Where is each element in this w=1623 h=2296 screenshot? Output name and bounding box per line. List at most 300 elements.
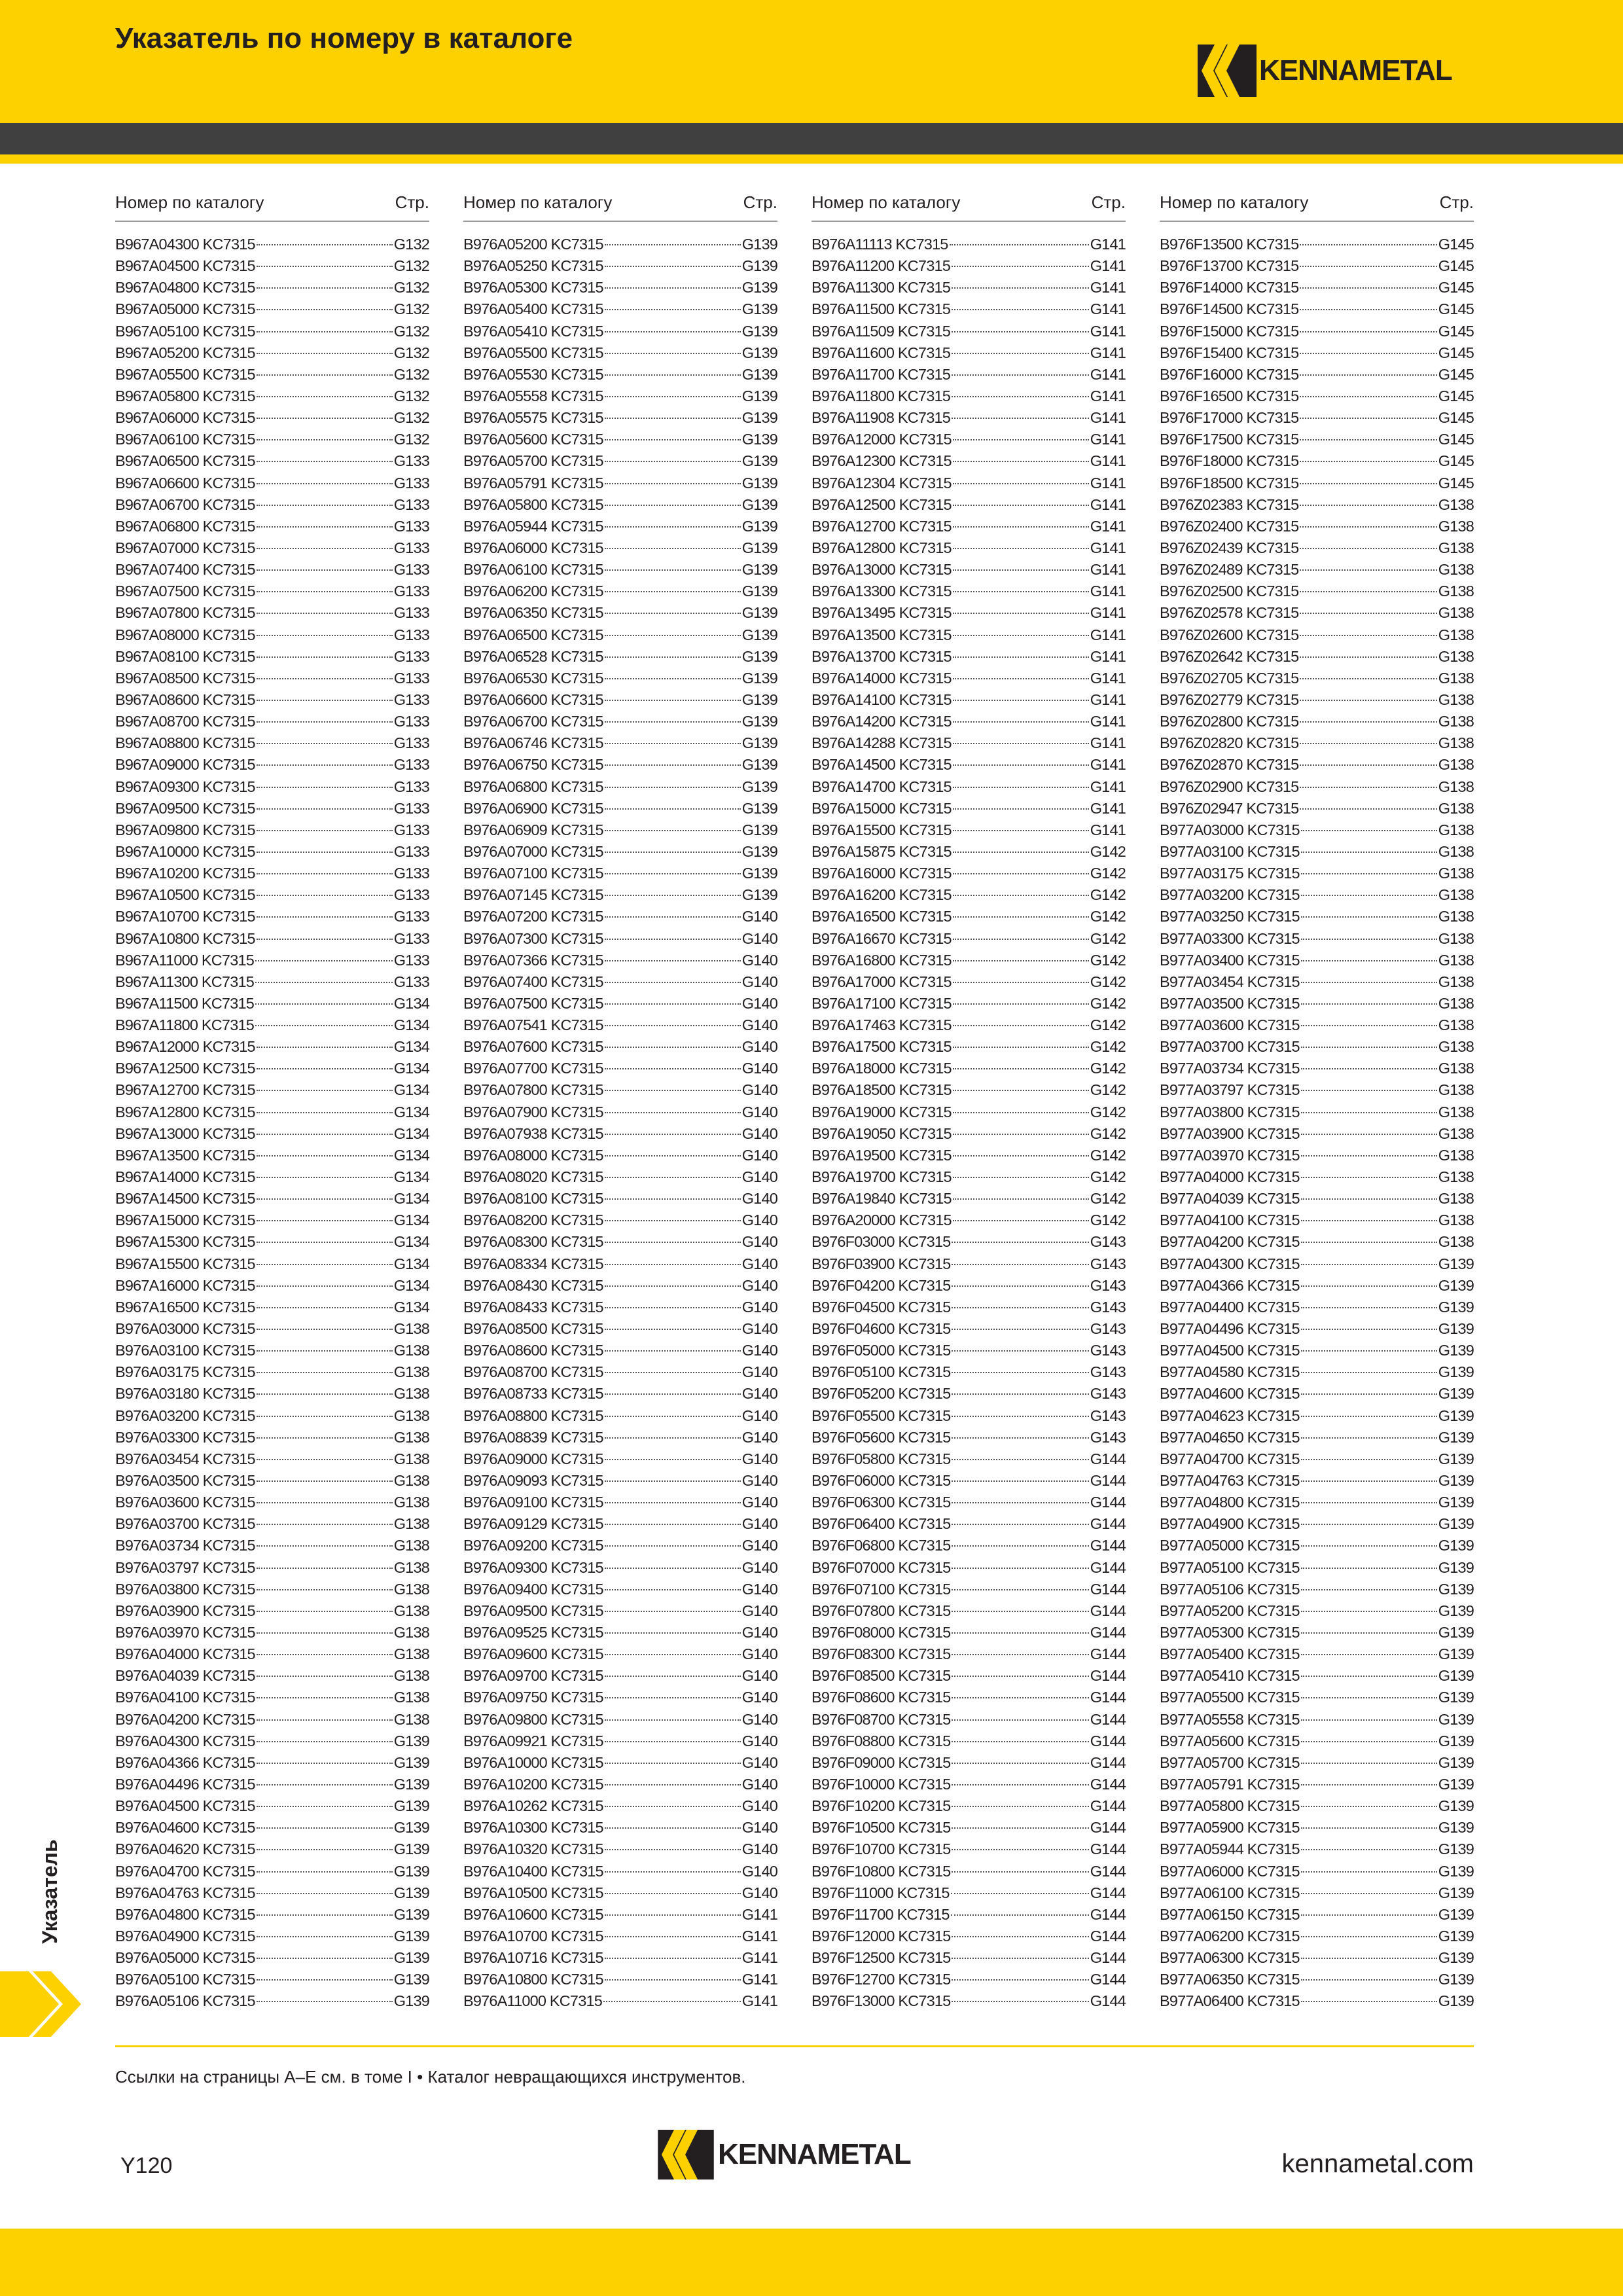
page-reference: G140	[741, 1255, 777, 1272]
page-reference: G141	[1090, 387, 1126, 404]
index-entry	[115, 407, 429, 429]
page-reference: G134	[393, 1190, 429, 1208]
index-entry	[1160, 1990, 1474, 2012]
page-reference: G139	[1438, 1992, 1474, 2010]
index-entry	[812, 277, 1126, 298]
page-reference: G133	[393, 756, 429, 774]
dot-leader	[952, 1307, 1088, 1308]
footer-brand-wordmark: KENNAMETAL	[718, 2138, 911, 2170]
index-entry	[115, 798, 429, 819]
page-reference: G138	[1438, 604, 1474, 622]
catalog-number: B976A06350 KC7315	[463, 604, 603, 622]
catalog-number: B976A05700 KC7315	[463, 452, 603, 470]
catalog-number: B967A16500 KC7315	[115, 1298, 255, 1316]
dot-leader	[953, 895, 1089, 896]
catalog-number: B976A11113 KC7315	[812, 236, 948, 253]
index-entry	[463, 342, 777, 364]
page-reference: G138	[1438, 517, 1474, 535]
catalog-number: B976F05100 KC7315	[812, 1363, 951, 1381]
index-entry	[463, 516, 777, 537]
index-entry	[463, 1839, 777, 1860]
page-reference: G140	[741, 1558, 777, 1576]
catalog-number: B976F08600 KC7315	[812, 1689, 951, 1706]
index-entry	[463, 1817, 777, 1839]
page-reference: G141	[1090, 474, 1126, 492]
page-reference: G138	[393, 1407, 429, 1424]
index-entry	[1160, 711, 1474, 732]
index-entry	[115, 732, 429, 754]
page-reference: G141	[1090, 452, 1126, 470]
catalog-number: B976A16500 KC7315	[812, 908, 952, 925]
catalog-number: B976A13495 KC7315	[812, 604, 952, 622]
page-reference: G138	[1438, 973, 1474, 990]
index-entry	[115, 581, 429, 602]
dot-leader	[605, 1242, 741, 1243]
page-reference: G139	[1438, 1558, 1474, 1576]
index-entry	[115, 1275, 429, 1297]
catalog-number: B976A12500 KC7315	[812, 495, 952, 513]
page-reference: G141	[1090, 756, 1126, 774]
index-entry	[1160, 1188, 1474, 1210]
page-reference: G138	[1438, 1233, 1474, 1251]
index-entry	[115, 1231, 429, 1253]
catalog-number: B976A10700 KC7315	[463, 1927, 603, 1945]
catalog-number: B976A03700 KC7315	[115, 1515, 255, 1533]
index-entry	[1160, 841, 1474, 863]
page-reference: G139	[741, 886, 777, 904]
page-reference: G139	[1438, 1667, 1474, 1685]
dot-leader	[605, 1893, 741, 1894]
index-entry	[1160, 516, 1474, 537]
dot-leader	[952, 1958, 1088, 1959]
catalog-number: B976A04500 KC7315	[115, 1797, 255, 1815]
index-entry	[463, 1882, 777, 1904]
page-reference: G138	[393, 1363, 429, 1381]
page-reference: G139	[741, 452, 777, 470]
index-entry	[115, 1861, 429, 1882]
dot-leader	[605, 266, 741, 267]
page-reference: G139	[1438, 1276, 1474, 1294]
dot-leader	[605, 1155, 741, 1157]
page-reference: G133	[393, 908, 429, 925]
page-reference: G140	[741, 1667, 777, 1685]
dot-leader	[257, 1047, 393, 1048]
catalog-number: B976A05800 KC7315	[463, 495, 603, 513]
page-reference: G138	[393, 1515, 429, 1533]
index-entry	[1160, 407, 1474, 429]
index-entry	[1160, 1774, 1474, 1795]
page-reference: G145	[1438, 409, 1474, 427]
catalog-number: B977A03970 KC7315	[1160, 1146, 1300, 1164]
page-reference: G145	[1438, 452, 1474, 470]
page-reference: G139	[1438, 1753, 1474, 1771]
dot-leader	[952, 309, 1089, 310]
catalog-number: B967A13000 KC7315	[115, 1124, 255, 1142]
page-reference: G140	[741, 1580, 777, 1598]
catalog-number: B976A08433 KC7315	[463, 1298, 603, 1316]
dot-leader	[953, 1090, 1089, 1091]
catalog-number: B976F05000 KC7315	[812, 1342, 951, 1359]
catalog-number: B976F10700 KC7315	[812, 1840, 951, 1858]
catalog-number: B977A05700 KC7315	[1160, 1753, 1300, 1771]
catalog-number: B967A10000 KC7315	[115, 842, 255, 860]
index-entry	[463, 1579, 777, 1600]
dot-leader	[1301, 1654, 1437, 1655]
dot-leader	[952, 418, 1089, 419]
index-entry	[463, 1665, 777, 1687]
index-entry	[463, 1448, 777, 1470]
page-reference: G133	[393, 517, 429, 535]
index-entry	[115, 602, 429, 624]
catalog-number: B967A08000 KC7315	[115, 626, 255, 643]
catalog-number: B976A12700 KC7315	[812, 517, 952, 535]
index-entry	[463, 1947, 777, 1969]
catalog-number: B976F04600 KC7315	[812, 1320, 951, 1338]
dot-leader	[1301, 1242, 1437, 1243]
page-reference: G142	[1090, 865, 1126, 882]
catalog-number: B976A06750 KC7315	[463, 756, 603, 774]
index-entry	[463, 624, 777, 646]
catalog-number: B976A07100 KC7315	[463, 865, 603, 882]
dot-leader	[1301, 1806, 1437, 1807]
index-entry	[115, 1969, 429, 1990]
dot-leader	[605, 591, 741, 592]
catalog-number: B977A06350 KC7315	[1160, 1971, 1300, 1988]
catalog-number: B976A12800 KC7315	[812, 539, 952, 556]
page-reference: G139	[741, 756, 777, 774]
catalog-number: B976F16500 KC7315	[1160, 387, 1299, 404]
page-reference: G140	[741, 1450, 777, 1467]
index-entry	[463, 581, 777, 602]
dot-leader	[1301, 1090, 1437, 1091]
catalog-number: B967A13500 KC7315	[115, 1146, 255, 1164]
page-reference: G134	[393, 1168, 429, 1186]
catalog-number: B967A11500 KC7315	[115, 994, 255, 1012]
index-entry	[812, 1318, 1126, 1340]
index-entry	[812, 928, 1126, 950]
page-reference: G142	[1090, 973, 1126, 990]
index-entry	[463, 1210, 777, 1231]
index-entry	[463, 841, 777, 863]
index-entry	[1160, 1470, 1474, 1492]
dot-leader	[1300, 244, 1436, 245]
index-entry	[115, 1579, 429, 1600]
catalog-number: B977A04650 KC7315	[1160, 1428, 1300, 1446]
page-reference: G134	[393, 1276, 429, 1294]
dot-leader	[1300, 526, 1436, 528]
page-reference: G139	[1438, 1949, 1474, 1967]
catalog-number: B976A07366 KC7315	[463, 951, 603, 969]
page-reference: G142	[1090, 842, 1126, 860]
index-entry	[463, 1709, 777, 1731]
catalog-number: B976Z02779 KC7315	[1160, 691, 1299, 708]
page-reference: G138	[393, 1558, 429, 1576]
page-reference: G140	[741, 1016, 777, 1034]
dot-leader	[257, 1220, 393, 1221]
page-reference: G134	[393, 1255, 429, 1272]
dot-leader	[257, 1177, 393, 1178]
page-reference: G138	[393, 1494, 429, 1511]
page-reference: G143	[1090, 1298, 1126, 1316]
page-reference: G139	[1438, 1255, 1474, 1272]
page-reference: G141	[1090, 583, 1126, 600]
page-reference: G144	[1090, 1905, 1126, 1923]
page-reference: G145	[1438, 279, 1474, 296]
index-entry	[115, 516, 429, 537]
page-reference: G138	[1438, 778, 1474, 795]
header-catalog-number: Номер по каталогу	[115, 192, 264, 212]
catalog-number: B977A06000 KC7315	[1160, 1862, 1300, 1880]
catalog-number: B976A05000 KC7315	[115, 1949, 255, 1967]
catalog-number: B976F06300 KC7315	[812, 1494, 951, 1511]
catalog-number: B967A15000 KC7315	[115, 1211, 255, 1229]
index-entry	[463, 1145, 777, 1166]
page-reference: G139	[741, 236, 777, 253]
dot-leader	[605, 1719, 741, 1721]
page-reference: G138	[1438, 1211, 1474, 1229]
index-entry	[1160, 1926, 1474, 1947]
page-reference: G138	[1438, 1168, 1474, 1186]
catalog-number: B976A04300 KC7315	[115, 1732, 255, 1749]
page-reference: G139	[1438, 1537, 1474, 1554]
index-entry	[463, 1405, 777, 1427]
page-reference: G142	[1090, 951, 1126, 969]
index-entry	[463, 1513, 777, 1535]
catalog-number: B976A09600 KC7315	[463, 1645, 603, 1663]
index-entry	[812, 971, 1126, 993]
page-reference: G142	[1090, 994, 1126, 1012]
page-reference: G141	[1090, 539, 1126, 556]
website-link[interactable]: kennametal.com	[1281, 2149, 1474, 2178]
catalog-number: B976A05558 KC7315	[463, 387, 603, 404]
brand-wordmark: KENNAMETAL	[1259, 54, 1452, 86]
dot-leader	[605, 505, 741, 506]
catalog-number: B976A09129 KC7315	[463, 1515, 603, 1533]
index-entry	[463, 1535, 777, 1556]
page-reference: G144	[1090, 1971, 1126, 1988]
index-entry	[1160, 798, 1474, 819]
index-entry	[115, 668, 429, 689]
kennametal-k-icon	[656, 2130, 715, 2179]
catalog-number: B977A03400 KC7315	[1160, 951, 1300, 969]
catalog-number: B967A09500 KC7315	[115, 799, 255, 817]
catalog-number: B976F08000 KC7315	[812, 1624, 951, 1641]
dot-leader	[605, 287, 741, 289]
dot-leader	[952, 1589, 1088, 1590]
page-reference: G139	[1438, 1515, 1474, 1533]
index-entry	[812, 1839, 1126, 1860]
page-reference: G139	[1438, 1320, 1474, 1338]
page-reference: G139	[1438, 1775, 1474, 1793]
dot-leader	[605, 1350, 741, 1352]
dot-leader	[1300, 787, 1436, 788]
dot-leader	[605, 1003, 741, 1005]
catalog-number: B976A05410 KC7315	[463, 322, 603, 340]
dot-leader	[1300, 439, 1436, 440]
page-reference: G140	[741, 1645, 777, 1663]
dot-leader	[952, 1741, 1088, 1742]
dot-leader	[953, 591, 1089, 592]
dot-leader	[1301, 960, 1437, 961]
dot-leader	[1301, 1437, 1437, 1439]
catalog-number: B976F05800 KC7315	[812, 1450, 951, 1467]
dot-leader	[605, 1568, 741, 1569]
index-entry	[812, 450, 1126, 472]
catalog-number: B977A03200 KC7315	[1160, 886, 1300, 904]
page-reference: G140	[741, 1211, 777, 1229]
dot-leader	[605, 678, 741, 679]
index-entry	[812, 386, 1126, 407]
page-reference: G138	[393, 1580, 429, 1598]
catalog-number: B976A08334 KC7315	[463, 1255, 603, 1272]
catalog-number: B976Z02400 KC7315	[1160, 517, 1299, 535]
page-reference: G140	[741, 1819, 777, 1837]
page-reference: G141	[1090, 821, 1126, 838]
page-reference: G134	[393, 1060, 429, 1077]
page-reference: G139	[741, 626, 777, 643]
dot-leader	[257, 1416, 393, 1417]
dot-leader	[257, 700, 393, 701]
dot-leader	[952, 266, 1089, 267]
dot-leader	[257, 939, 393, 940]
index-entry	[115, 624, 429, 646]
page-reference: G139	[1438, 1407, 1474, 1424]
index-entry	[1160, 450, 1474, 472]
page-reference: G133	[393, 799, 429, 817]
dot-leader	[605, 1979, 741, 1981]
catalog-number: B976A08800 KC7315	[463, 1407, 603, 1424]
index-entry	[463, 1795, 777, 1817]
index-entry	[812, 1188, 1126, 1210]
index-entry	[115, 819, 429, 841]
index-entry	[812, 1904, 1126, 1926]
index-entry	[115, 1318, 429, 1340]
catalog-number: B977A03800 KC7315	[1160, 1103, 1300, 1121]
index-entry	[1160, 473, 1474, 494]
index-entry	[115, 1513, 429, 1535]
dot-leader	[1301, 830, 1437, 831]
dot-leader	[257, 505, 393, 506]
dot-leader	[605, 764, 741, 766]
catalog-number: B976A19840 KC7315	[812, 1190, 952, 1208]
page-reference: G144	[1090, 1927, 1126, 1945]
page-reference: G140	[741, 1233, 777, 1251]
index-entry	[115, 1752, 429, 1774]
page-reference: G141	[1090, 517, 1126, 535]
dot-leader	[603, 2001, 741, 2002]
index-entry	[463, 1383, 777, 1405]
index-entry	[115, 1405, 429, 1427]
index-entry	[115, 1535, 429, 1556]
header-catalog-number: Номер по каталогу	[463, 192, 613, 212]
page-reference: G139	[1438, 1363, 1474, 1381]
index-entry	[812, 602, 1126, 624]
page-reference: G144	[1090, 1775, 1126, 1793]
dot-leader	[1300, 483, 1436, 484]
page-reference: G139	[393, 1753, 429, 1771]
catalog-number: B976A03300 KC7315	[115, 1428, 255, 1446]
page-reference: G140	[741, 929, 777, 947]
catalog-number: B976A19050 KC7315	[812, 1124, 952, 1142]
page-reference: G138	[1438, 583, 1474, 600]
page-reference: G139	[741, 495, 777, 513]
catalog-number: B976A09000 KC7315	[463, 1450, 603, 1467]
page-reference: G143	[1090, 1255, 1126, 1272]
page-reference: G133	[393, 691, 429, 708]
page-reference: G134	[393, 1038, 429, 1056]
catalog-number: B967A11000 KC7315	[115, 951, 255, 969]
index-entry	[812, 1210, 1126, 1231]
catalog-number: B976A04620 KC7315	[115, 1840, 255, 1858]
index-entry	[463, 819, 777, 841]
catalog-number: B976F03000 KC7315	[812, 1233, 951, 1251]
page-reference: G141	[1090, 647, 1126, 665]
index-entry	[463, 321, 777, 342]
index-entry	[1160, 581, 1474, 602]
dot-leader	[605, 1784, 741, 1785]
index-entry	[463, 1926, 777, 1947]
catalog-number: B976A07145 KC7315	[463, 886, 603, 904]
index-entry	[1160, 689, 1474, 711]
catalog-number: B977A04366 KC7315	[1160, 1276, 1300, 1294]
catalog-number: B976A11908 KC7315	[812, 409, 951, 427]
catalog-number: B976F11000 KC7315	[812, 1884, 950, 1901]
index-entry	[463, 1492, 777, 1513]
page-reference: G139	[1438, 1797, 1474, 1815]
page-reference: G145	[1438, 344, 1474, 361]
page-reference: G138	[393, 1624, 429, 1641]
catalog-number: B976A10600 KC7315	[463, 1905, 603, 1923]
page-reference: G138	[1438, 951, 1474, 969]
catalog-number: B976A03180 KC7315	[115, 1385, 255, 1403]
catalog-number: B967A06000 KC7315	[115, 409, 255, 427]
index-entry	[115, 646, 429, 668]
page-reference: G138	[1438, 799, 1474, 817]
page-reference: G138	[393, 1472, 429, 1490]
page-reference: G141	[1090, 279, 1126, 296]
dot-leader	[257, 1719, 393, 1721]
page-reference: G142	[1090, 929, 1126, 947]
page-reference: G139	[741, 865, 777, 882]
page-reference: G139	[741, 669, 777, 687]
index-entry	[1160, 1123, 1474, 1145]
catalog-number: B976A06746 KC7315	[463, 734, 603, 752]
dot-leader	[605, 1741, 741, 1742]
dot-leader	[605, 787, 741, 788]
dot-leader	[1300, 353, 1436, 354]
dot-leader	[1301, 1459, 1437, 1460]
index-entry	[463, 277, 777, 298]
catalog-number: B976A06600 KC7315	[463, 691, 603, 708]
index-entry	[1160, 1513, 1474, 1535]
dot-leader	[1300, 743, 1436, 744]
index-entry	[115, 342, 429, 364]
index-entry	[1160, 1817, 1474, 1839]
dot-leader	[257, 1350, 393, 1352]
catalog-number: B977A04100 KC7315	[1160, 1211, 1300, 1229]
page-reference: G144	[1090, 1667, 1126, 1685]
catalog-number: B967A04500 KC7315	[115, 257, 255, 275]
dot-leader	[605, 873, 741, 874]
dot-leader	[257, 1437, 393, 1439]
page-reference: G139	[393, 1862, 429, 1880]
dot-leader	[605, 461, 741, 462]
dot-leader	[605, 700, 741, 701]
catalog-number: B967A08800 KC7315	[115, 734, 255, 752]
page-reference: G143	[1090, 1233, 1126, 1251]
page-reference: G140	[741, 1342, 777, 1359]
catalog-number: B977A05400 KC7315	[1160, 1645, 1300, 1663]
